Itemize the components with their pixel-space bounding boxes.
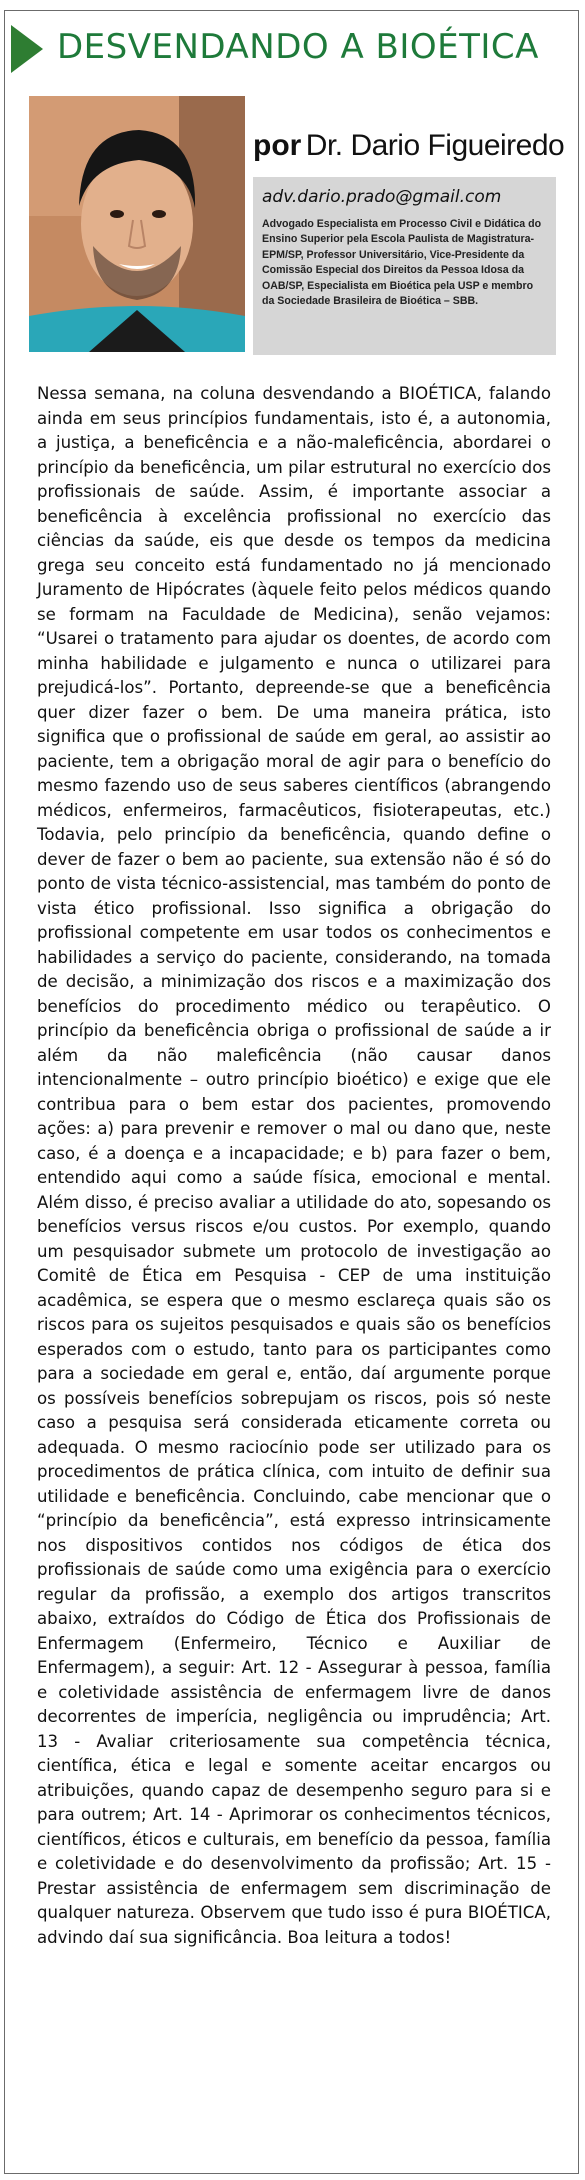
green-triangle-icon bbox=[11, 25, 43, 73]
column-frame bbox=[4, 10, 579, 2174]
byline-prefix: por bbox=[253, 129, 302, 162]
author-byline bbox=[253, 129, 564, 163]
column-header bbox=[5, 11, 580, 77]
author-bio: Advogado Especialista em Processo Civil e Didática do Ensino Superior pela Escola Paulista de Magistratura-EPM/SP, Professor Universitário, Vice-Presidente da Comissão Especial dos Direitos da Pessoa Idosa da OAB/SP, Especialista em Bioética pela USP e membro da Sociedade Brasileira de Bioética – SBB. bbox=[262, 218, 542, 308]
author-photo bbox=[29, 96, 245, 352]
author-email: adv.dario.prado@gmail.com bbox=[262, 187, 502, 207]
article-body: Nessa semana, na coluna desvendando a BIOÉTICA, falando ainda em seus princípios fundamentais, isto é, a autonomia, a justiça, a beneficência e a não-maleficência, abordarei o princípio da beneficência, um pilar estrutural no exercício dos profissionais de saúde. Assim, é importante associar a beneficência à excelência profissional no exercício das ciências da saúde, eis que desde os tempos da medicina grega seu conceito está fundamentado no já mencionado Juramento de Hipócrates (àquele feito pelos médicos quando se formam na Faculdade de Medicina), senão vejamos: “Usarei o tratamento para ajudar os doentes, de acordo com minha habilidade e julgamento e nunca o utilizarei para prejudicá-los”. Portanto, depreende-se que a beneficência quer dizer fazer o bem. De uma maneira prática, isto significa que o profissional de saúde em geral, ao assistir ao paciente, tem a obrigação moral de agir para o benefício do mesmo fazendo uso de seus saberes científicos (abrangendo médicos, enfermeiros, farmacêuticos, fisioterapeutas, etc.) Todavia, pelo princípio da beneficência, quando define o dever de fazer o bem ao paciente, sua extensão não é só do ponto de vista técnico-assistencial, mas também do ponto de vista ético profissional. Isso significa a obrigação do profissional competente em usar todos os conhecimentos e habilidades a serviço do paciente, considerando, na tomada de decisão, a minimização dos riscos e a maximização dos benefícios do procedimento médico ou terapêutico. O princípio da beneficência obriga o profissional de saúde a ir além da não maleficência (não causar danos intencionalmente – outro princípio bioético) e exige que ele contribua para o bem estar dos pacientes, promovendo ações: a) para prevenir e remover o mal ou dano que, neste caso, é a doença e a incapacidade; e b) para fazer o bem, entendido aqui como a saúde física, emocional e mental. Além disso, é preciso avaliar a utilidade do ato, sopesando os benefícios versus riscos e/ou custos. Por exemplo, quando um pesquisador submete um protocolo de investigação ao Comitê de Ética em Pesquisa - CEP de uma instituição acadêmica, se espera que o mesmo esclareça quais são os riscos para os sujeitos pesquisados e quais são os benefícios esperados com o estudo, tanto para os participantes como para a sociedade em geral e, então, daí argumente porque os possíveis benefícios sobrepujam os riscos, pois só neste caso a pesquisa será considerada eticamente correta ou adequada. O mesmo raciocínio pode ser utilizado para os procedimentos de prática clínica, com intuito de definir sua utilidade e beneficência. Concluindo, cabe mencionar que o “princípio da beneficência”, está expresso intrinsicamente nos dispositivos contidos nos códigos de ética dos profissionais de saúde como uma exigência para o exercício regular da profissão, a exemplo dos artigos transcritos abaixo, extraídos do Código de Ética dos Profissionais de Enfermagem (Enfermeiro, Técnico e Auxiliar de Enfermagem), a seguir: Art. 12 - Assegurar à pessoa, família e coletividade assistência de enfermagem livre de danos decorrentes de imperícia, negligência ou imprudência; Art. 13 - Avaliar criteriosamente sua competência técnica, científica, ética e legal e somente aceitar encargos ou atribuições, quando capaz de desempenho seguro para si e para outrem; Art. 14 - Aprimorar os conhecimentos técnicos, científicos, éticos e culturais, em benefício da pessoa, família e coletividade e do desenvolvimento da profissão; Art. 15 - Prestar assistência de enfermagem sem discriminação de qualquer natureza. Observem que tudo isso é pura BIOÉTICA, advindo daí sua significância. Boa leitura a todos! bbox=[37, 384, 551, 1947]
column-title: DESVENDANDO A BIOÉTICA bbox=[57, 27, 539, 67]
author-info-box bbox=[253, 177, 556, 355]
author-name: Dr. Dario Figueiredo bbox=[305, 129, 565, 162]
